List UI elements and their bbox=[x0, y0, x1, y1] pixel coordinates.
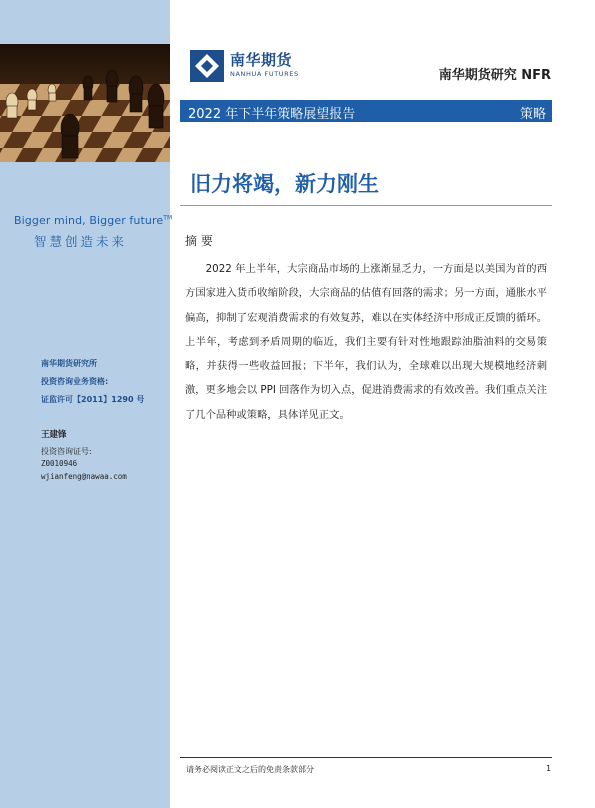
tagline-english: Bigger mind, Bigger future™ bbox=[14, 214, 173, 227]
license-label: 投资咨询业务资格: bbox=[41, 377, 109, 386]
analyst-cert-label: 投资咨询证号: bbox=[41, 447, 92, 456]
report-title-bar bbox=[180, 100, 552, 122]
sidebar bbox=[0, 0, 173, 808]
abstract-heading: 摘 要 bbox=[185, 234, 213, 248]
analyst-email[interactable]: wjianfeng@nawaa.com bbox=[41, 472, 127, 481]
report-title: 2022 年下半年策略展望报告 bbox=[188, 107, 356, 122]
logo-text-cn: 南华期货 bbox=[230, 51, 293, 69]
analyst-name: 王建锋 bbox=[41, 430, 67, 440]
footer-divider bbox=[180, 757, 552, 758]
headline: 旧力将竭，新力刚生 bbox=[190, 172, 379, 196]
institute-name: 南华期货研究所 bbox=[41, 359, 97, 368]
abstract-body: 2022 年上半年，大宗商品市场的上涨渐显乏力，一方面是以美国为首的西方国家进入货币收缩阶段，大宗商品的估值有回落的需求；另一方面，通胀水平偏高，抑制了宏观消费需求的有效复苏，难以在实体经济中形成正反馈的循环。上半年，考虑到矛盾周期的临近，我们主要有针对性地跟踪油脂油料的交易策略，并获得一些收益回报；下半年，我们认为，全球难以出现大规模地经济刺激，更多地会以 PPI 回落作为切入点，促进消费需求的有效改善。我们重点关注了几个品种或策略，具体详见正文。 bbox=[185, 263, 547, 421]
page-number: 1 bbox=[546, 764, 552, 773]
tagline-chinese: 智慧创造未来 bbox=[34, 234, 128, 249]
report-category: 策略 bbox=[519, 107, 546, 122]
headline-divider bbox=[180, 205, 552, 206]
logo-text-en: NANHUA FUTURES bbox=[230, 70, 299, 78]
analyst-cert-number: Z0010946 bbox=[41, 459, 78, 468]
footer-disclaimer: 请务必阅读正文之后的免责条款部分 bbox=[186, 765, 314, 774]
license-number: 证监许可【2011】1290 号 bbox=[41, 395, 145, 404]
chessboard-image bbox=[0, 44, 170, 162]
research-brand: 南华期货研究 NFR bbox=[438, 68, 551, 83]
